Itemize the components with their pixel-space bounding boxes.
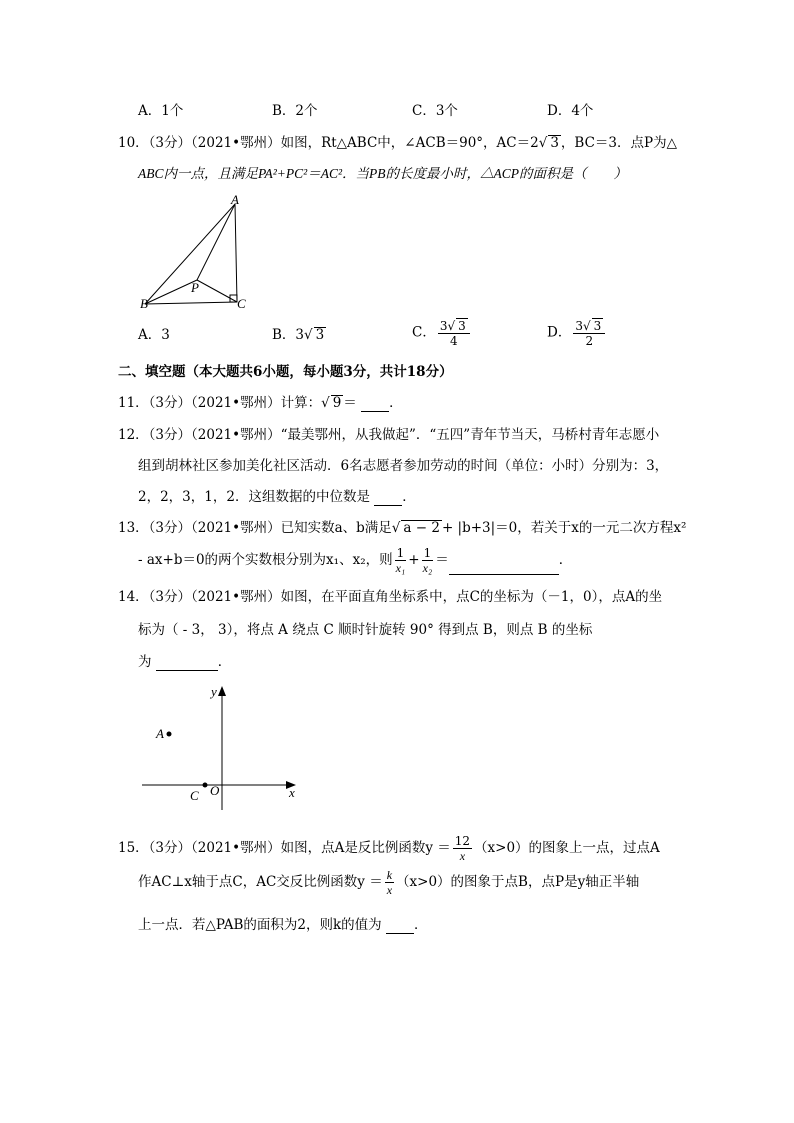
option-text: D． (547, 324, 572, 341)
q13-line2 (138, 546, 572, 575)
q15-line3 (138, 916, 427, 934)
option-text: B．3 (272, 327, 305, 343)
label-o: O (210, 783, 220, 798)
section-heading: 二、填空题（本大题共6小题，每小题3分，共计18分） (118, 364, 453, 380)
num: 12 (454, 834, 471, 848)
q15-line1 (118, 834, 660, 863)
q10-option-d (547, 318, 607, 348)
den: x₁ (395, 561, 406, 575)
num: 3 (575, 319, 583, 333)
num: 3 (439, 319, 448, 333)
q13-text: - ax+b＝0的两个实数根分别为x₁、x₂，则 (138, 552, 393, 568)
q13-text: + |b+3|＝0，若关于x的一元二次方程x² (441, 520, 687, 536)
q15-text: ． (413, 917, 428, 933)
fraction: $\frac{3√ 3}{4}$ (438, 318, 470, 348)
fraction (395, 546, 407, 575)
q15-text: 作AC⊥x轴于点C，AC交反比例函数y ＝ (138, 874, 383, 890)
q10-line2: ABC内一点，且满足PA²+PC²＝AC²．当PB的长度最小时，△ACP的面积是（ ） (138, 166, 627, 181)
q10-text: ，BC＝3．点P为△ (560, 135, 677, 151)
label-c: C (190, 788, 199, 803)
sqrt: 3 (315, 327, 325, 343)
q15-text: （x>0）的图象上一点，过点A (474, 840, 660, 856)
q11-text: ＝ (343, 395, 357, 411)
eq: ＝ (435, 552, 449, 568)
den: x₂ (422, 561, 433, 575)
label-a: A (231, 192, 239, 207)
q11-text: 11．（3分）（2021•鄂州）计算： (118, 395, 322, 411)
answer-blank[interactable] (386, 919, 414, 934)
label-p: P (191, 280, 199, 295)
sqrt: 9 (332, 395, 342, 411)
den: x (459, 849, 466, 863)
q14-line2: 标为（ - 3， 3），将点 A 绕点 C 顺时针旋转 90° 得到点 B，则点 B 的坐标 (138, 622, 593, 638)
sqrt: 3 (458, 319, 466, 333)
num: 1 (396, 546, 405, 560)
label-b: B (140, 296, 148, 311)
q15-text: 15．（3分）（2021•鄂州）如图，点A是反比例函数y ＝ (118, 840, 451, 856)
q14-coordinate-figure (138, 682, 308, 812)
label-c: C (237, 296, 246, 311)
q10-option-b: B．3√ 3 (272, 327, 325, 343)
q12-line1: 12．（3分）（2021•鄂州）“最美鄂州，从我做起”．“五四”青年节当天，马桥村青年志愿小 (118, 427, 660, 443)
q12-text: 2，2，3，1，2．这组数据的中位数是 (138, 489, 370, 505)
q10-text: 10．（3分）（2021•鄂州）如图，Rt△ABC中，∠ACB＝90°，AC＝2 (118, 135, 539, 151)
sqrt: 3 (593, 319, 602, 333)
q14-line1: 14．（3分）（2021•鄂州）如图，在平面直角坐标系中，点C的坐标为（－1，0），点A的坐 (118, 589, 663, 605)
label-a: A (156, 726, 164, 741)
q11-text: ． (389, 395, 403, 411)
label-x: x (289, 785, 295, 800)
q9-option-a: A．1个 (138, 103, 184, 119)
q10-line1: 10．（3分）（2021•鄂州）如图，Rt△ABC中，∠ACB＝90°，AC＝2√ 3 ，BC＝3．点P为△ (118, 135, 677, 151)
fraction (453, 834, 472, 863)
q12-text: ． (402, 489, 416, 505)
q13-text: ． (558, 552, 573, 568)
answer-blank[interactable] (361, 397, 389, 412)
sqrt: a − 2 (403, 520, 440, 536)
q10-triangle-figure (135, 192, 255, 312)
num: 1 (423, 546, 432, 560)
sqrt: 3 (550, 135, 559, 151)
q14-text: 为 (138, 654, 152, 670)
q9-option-d: D．4个 (547, 103, 594, 119)
answer-blank[interactable] (374, 491, 402, 506)
q15-text: （x>0）的图象于点B，点P是y轴正半轴 (396, 874, 640, 890)
q9-option-c: C．3个 (412, 103, 458, 119)
q13-line1: 13．（3分）（2021•鄂州）已知实数a、b满足√ a − 2 + |b+3|＝0，若关于x的一元二次方程x² (118, 520, 687, 536)
fraction (422, 546, 434, 575)
den: x (386, 883, 393, 897)
den: 4 (449, 334, 458, 348)
num: k (386, 868, 393, 882)
den: 2 (585, 334, 594, 348)
q10-option-a: A．3 (138, 327, 170, 343)
q12-line2: 组到胡林社区参加美化社区活动．6名志愿者参加劳动的时间（单位：小时）分别为：3， (138, 458, 669, 474)
q14-text: ． (217, 654, 232, 670)
q12-line3 (138, 488, 416, 506)
answer-blank[interactable] (156, 656, 218, 671)
option-text: C． (412, 324, 436, 341)
q14-line3 (138, 653, 231, 671)
plus: + (408, 552, 420, 568)
label-y: y (211, 684, 217, 699)
answer-blank[interactable] (449, 560, 559, 575)
q13-text: 13．（3分）（2021•鄂州）已知实数a、b满足 (118, 520, 392, 536)
q15-line2 (138, 868, 639, 897)
q15-text: 上一点．若△PAB的面积为2，则k的值为 (138, 917, 382, 933)
q9-option-b: B．2个 (272, 103, 318, 119)
fraction (385, 868, 394, 897)
fraction: $\frac{3√ 3}{2}$ (573, 318, 605, 348)
q11: 11．（3分）（2021•鄂州）计算：√ 9 ＝ ． (118, 395, 403, 411)
q10-option-c (412, 318, 472, 348)
